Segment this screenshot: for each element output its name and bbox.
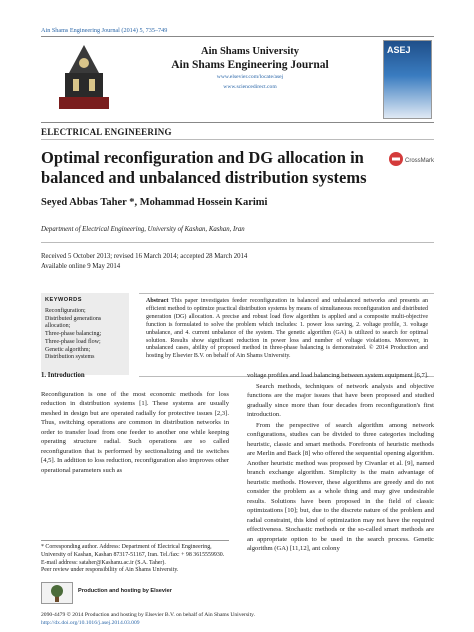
divider — [41, 242, 434, 243]
intro-heading: 1. Introduction — [41, 372, 85, 379]
abstract-text: This paper investigates feeder reconfiguration in balanced and unbalanced networks and presents an efficient method to optimize practical distribution systems by means of simultaneous reconfiguration and distributed generation (DG) allocation. A precise and robust load flow algorithm is applied and a composite multi-objective function is formulated to solve the problem which includes: 1. power loss saving, 2. voltage profile, 3. voltage unbalance, and 4. current unbalance of the system. The genetic algorithm (GA) is utilized to search for optimal solution. Results show significant reduction in power loss and number of voltage violations. Moreover, in unbalanced cases, ability of proposed method in three-phase balancing is demonstrated. — [146, 298, 428, 352]
authors: Seyed Abbas Taher *, Mohammad Hossein Karimi — [41, 197, 268, 208]
right-column — [247, 371, 434, 555]
history-online: Available online 9 May 2014 — [41, 263, 121, 270]
crossmark-icon — [388, 150, 434, 168]
keyword-item: Reconfiguration; — [45, 308, 86, 314]
issn-line: 2090-4479 © 2014 Production and hosting by Elsevier B.V. on behalf of Ain Shams University. — [41, 612, 255, 618]
divider — [41, 139, 434, 140]
crossmark-label: CrossMark — [405, 158, 434, 164]
abstract-box — [139, 293, 434, 377]
publisher-text: Production and hosting by Elsevier — [78, 588, 172, 594]
history-received: Received 5 October 2013; revised 16 March 2014; accepted 28 March 2014 — [41, 253, 248, 260]
keyword-item: Distributed generations — [45, 315, 102, 322]
cover-label: ASEJ — [387, 45, 411, 55]
article-history — [41, 252, 247, 272]
keyword-item: Three-phase load flow; — [45, 338, 101, 345]
keywords-list — [45, 308, 125, 362]
body-paragraph: From the perspective of search algorithm among network configurations, studies can be divided to three categories including heuristic, classic and smart methods. Forefronts of heuristic methods are Merlin and Back [8] who offered the sequential opening algorithm. Another heuristic method was proposed by Civanlar et al. [9], named branch exchange algorithm. Simplicity is the main advantage of heuristic methods. However, these algorithms are greedy and do not consider the problem as a whole thing and may give undesirable results. Solutions have been proposed in the field of classic optimizations [10]; but, due to the discrete nature of the problem and radial constraint, this kind of optimization may not have the required effectiveness. Stochastic methods or the so-called smart methods are an appropriate option to be used in the search process. Genetic algorithm (GA) [11,12], ant colony — [247, 421, 434, 552]
footnote-peer-review: Peer review under responsibility of Ain Shams University. — [41, 567, 179, 574]
keywords-box — [41, 293, 129, 375]
footnotes — [41, 540, 229, 575]
abstract-label: Abstract — [146, 298, 169, 304]
intro-paragraph: Reconfiguration is one of the most economic methods for loss reduction in distribution systems [1]. These systems are usually meshed in design but are operated radially for protective issues [2,3]. Thus, switching operations are common in distribution networks in order to transfer load from one feeder to another one while keeping operating structure radial. Such operations are so called reconfiguration that is performed by sectionalizing and tie switches [4,5]. In addition to loss reduction, reconfiguration also improves other operational parameters such as — [41, 390, 229, 474]
elsevier-logo-icon — [41, 582, 73, 604]
running-head: Ain Shams Engineering Journal (2014) 5, 735–749 — [41, 27, 168, 34]
doi-link[interactable]: http://dx.doi.org/10.1016/j.asej.2014.03.009 — [41, 619, 140, 626]
keyword-item: allocation; — [45, 323, 71, 330]
abstract-body — [146, 298, 428, 361]
journal-cover-thumbnail — [383, 40, 432, 119]
body-paragraph: voltage profiles and load balancing between system equipment [6,7]. — [247, 372, 429, 379]
crossmark-badge[interactable] — [388, 150, 434, 168]
publisher-box — [41, 582, 229, 602]
bottom-footer — [41, 612, 255, 627]
keyword-item: Genetic algorithm; — [45, 346, 91, 353]
footnote-email[interactable]: E-mail address: sataher@Kashanu.ac.ir (S.A. Taher). — [41, 559, 166, 566]
keyword-item: Three-phase balancing; — [45, 331, 102, 338]
section-label: ELECTRICAL ENGINEERING — [41, 127, 172, 137]
keyword-item: Distribution systems — [45, 354, 95, 361]
left-column — [41, 371, 229, 476]
affiliation: Department of Electrical Engineering, University of Kashan, Kashan, Iran — [41, 226, 245, 233]
university-name: Ain Shams University — [200, 46, 299, 57]
journal-name: Ain Shams Engineering Journal — [171, 59, 329, 71]
journal-url-1[interactable]: www.elsevier.com/locate/asej — [216, 74, 284, 80]
paper-title: Optimal reconfiguration and DG allocation in balanced and unbalanced distribution systems — [41, 148, 367, 187]
abstract-copyright: © 2014 Production and hosting by Elsevier B.V. on behalf of Ain Shams University. — [146, 345, 428, 360]
journal-url-2[interactable]: www.sciencedirect.com — [223, 84, 277, 90]
journal-header-text — [140, 44, 360, 91]
university-emblem-icon — [55, 43, 113, 113]
keywords-heading: KEYWORDS — [45, 297, 82, 303]
body-paragraph: Search methods, techniques of network analysis and objective functions are the major issues that have been proposed and studied gradually since more than four decades from reconfiguration's first introduction. — [247, 382, 434, 418]
footnote-corresponding: * Corresponding author. Address: Department of Electrical Engineering, University of Kashan, Kashan 87317-51167, Iran. Tel./fax: + 98 3615559930. — [41, 544, 225, 558]
